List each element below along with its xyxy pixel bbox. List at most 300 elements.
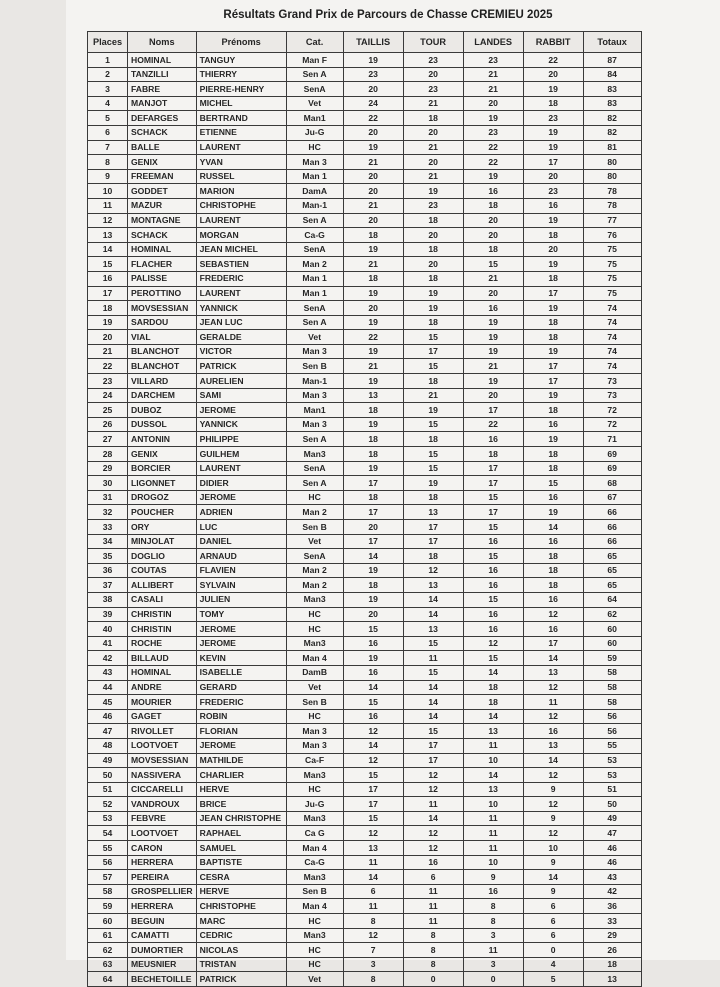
cell-rabbit: 18 — [523, 228, 583, 243]
cell-nom: ALLIBERT — [128, 578, 197, 593]
cell-total: 75 — [583, 257, 641, 272]
cell-place: 46 — [88, 709, 128, 724]
cell-prenom: YANNICK — [196, 417, 286, 432]
cell-cat: Man 3 — [286, 417, 343, 432]
cell-prenom: TRISTAN — [196, 957, 286, 972]
cell-total: 76 — [583, 228, 641, 243]
cell-place: 18 — [88, 301, 128, 316]
cell-rabbit: 18 — [523, 96, 583, 111]
header-rabbit: RABBIT — [523, 32, 583, 53]
cell-rabbit: 19 — [523, 432, 583, 447]
cell-taillis: 18 — [343, 578, 403, 593]
cell-cat: Sen A — [286, 432, 343, 447]
cell-prenom: FLAVIEN — [196, 563, 286, 578]
cell-total: 42 — [583, 884, 641, 899]
cell-nom: RIVOLLET — [128, 724, 197, 739]
table-row — [88, 53, 642, 68]
cell-cat: Vet — [286, 680, 343, 695]
table-row — [88, 344, 642, 359]
cell-taillis: 18 — [343, 490, 403, 505]
header-totaux: Totaux — [583, 32, 641, 53]
cell-place: 59 — [88, 899, 128, 914]
cell-rabbit: 16 — [523, 534, 583, 549]
cell-taillis: 18 — [343, 447, 403, 462]
cell-taillis: 21 — [343, 198, 403, 213]
cell-total: 75 — [583, 242, 641, 257]
cell-landes: 14 — [463, 768, 523, 783]
cell-rabbit: 18 — [523, 549, 583, 564]
header-tour: TOUR — [403, 32, 463, 53]
cell-tour: 17 — [403, 520, 463, 535]
cell-rabbit: 9 — [523, 782, 583, 797]
cell-prenom: CEDRIC — [196, 928, 286, 943]
cell-taillis: 19 — [343, 592, 403, 607]
cell-place: 3 — [88, 82, 128, 97]
cell-landes: 11 — [463, 943, 523, 958]
cell-cat: Sen B — [286, 695, 343, 710]
cell-landes: 10 — [463, 797, 523, 812]
cell-landes: 15 — [463, 520, 523, 535]
cell-landes: 22 — [463, 140, 523, 155]
cell-tour: 11 — [403, 914, 463, 929]
cell-nom: LOOTVOET — [128, 826, 197, 841]
cell-tour: 13 — [403, 578, 463, 593]
cell-cat: Vet — [286, 972, 343, 987]
cell-nom: MANJOT — [128, 96, 197, 111]
cell-landes: 17 — [463, 505, 523, 520]
cell-landes: 11 — [463, 841, 523, 856]
cell-landes: 15 — [463, 257, 523, 272]
cell-taillis: 11 — [343, 899, 403, 914]
cell-cat: Man F — [286, 53, 343, 68]
cell-landes: 18 — [463, 447, 523, 462]
cell-place: 49 — [88, 753, 128, 768]
cell-rabbit: 19 — [523, 257, 583, 272]
cell-prenom: HERVE — [196, 884, 286, 899]
cell-taillis: 20 — [343, 520, 403, 535]
cell-taillis: 20 — [343, 125, 403, 140]
cell-total: 69 — [583, 461, 641, 476]
cell-cat: Man 1 — [286, 271, 343, 286]
cell-tour: 18 — [403, 111, 463, 126]
table-row — [88, 738, 642, 753]
table-row — [88, 242, 642, 257]
cell-prenom: NICOLAS — [196, 943, 286, 958]
cell-rabbit: 16 — [523, 198, 583, 213]
cell-taillis: 20 — [343, 301, 403, 316]
cell-rabbit: 17 — [523, 286, 583, 301]
cell-nom: SARDOU — [128, 315, 197, 330]
cell-tour: 18 — [403, 271, 463, 286]
cell-total: 74 — [583, 315, 641, 330]
cell-prenom: LAURENT — [196, 140, 286, 155]
cell-landes: 0 — [463, 972, 523, 987]
table-row — [88, 884, 642, 899]
cell-tour: 18 — [403, 374, 463, 389]
cell-place: 41 — [88, 636, 128, 651]
cell-landes: 13 — [463, 782, 523, 797]
cell-landes: 14 — [463, 665, 523, 680]
cell-taillis: 20 — [343, 82, 403, 97]
cell-cat: HC — [286, 140, 343, 155]
cell-nom: FREEMAN — [128, 169, 197, 184]
cell-prenom: MORGAN — [196, 228, 286, 243]
cell-taillis: 23 — [343, 67, 403, 82]
cell-cat: HC — [286, 607, 343, 622]
cell-nom: GAGET — [128, 709, 197, 724]
cell-total: 78 — [583, 184, 641, 199]
cell-cat: HC — [286, 490, 343, 505]
cell-total: 71 — [583, 432, 641, 447]
cell-prenom: KEVIN — [196, 651, 286, 666]
cell-place: 39 — [88, 607, 128, 622]
cell-landes: 19 — [463, 344, 523, 359]
cell-total: 65 — [583, 563, 641, 578]
cell-cat: Ca-G — [286, 228, 343, 243]
cell-landes: 18 — [463, 695, 523, 710]
cell-place: 38 — [88, 592, 128, 607]
table-row — [88, 67, 642, 82]
cell-rabbit: 5 — [523, 972, 583, 987]
cell-cat: Man-1 — [286, 374, 343, 389]
cell-cat: SenA — [286, 301, 343, 316]
cell-place: 27 — [88, 432, 128, 447]
cell-nom: BLANCHOT — [128, 359, 197, 374]
cell-taillis: 14 — [343, 549, 403, 564]
cell-rabbit: 18 — [523, 461, 583, 476]
cell-total: 66 — [583, 505, 641, 520]
cell-nom: PEROTTINO — [128, 286, 197, 301]
cell-tour: 15 — [403, 417, 463, 432]
cell-place: 51 — [88, 782, 128, 797]
cell-tour: 14 — [403, 709, 463, 724]
cell-place: 15 — [88, 257, 128, 272]
cell-prenom: CHRISTOPHE — [196, 198, 286, 213]
cell-tour: 14 — [403, 811, 463, 826]
cell-nom: ROCHE — [128, 636, 197, 651]
cell-tour: 16 — [403, 855, 463, 870]
table-row — [88, 724, 642, 739]
cell-landes: 20 — [463, 286, 523, 301]
cell-tour: 17 — [403, 534, 463, 549]
table-row — [88, 622, 642, 637]
cell-place: 29 — [88, 461, 128, 476]
cell-nom: CAMATTI — [128, 928, 197, 943]
cell-taillis: 13 — [343, 841, 403, 856]
cell-place: 28 — [88, 447, 128, 462]
cell-taillis: 15 — [343, 768, 403, 783]
cell-place: 62 — [88, 943, 128, 958]
cell-cat: HC — [286, 622, 343, 637]
cell-nom: MOVSESSIAN — [128, 301, 197, 316]
cell-cat: Man 1 — [286, 169, 343, 184]
cell-total: 58 — [583, 695, 641, 710]
cell-cat: SenA — [286, 461, 343, 476]
cell-place: 30 — [88, 476, 128, 491]
cell-tour: 6 — [403, 870, 463, 885]
cell-tour: 19 — [403, 301, 463, 316]
table-row — [88, 388, 642, 403]
cell-total: 53 — [583, 768, 641, 783]
cell-rabbit: 20 — [523, 242, 583, 257]
cell-taillis: 7 — [343, 943, 403, 958]
cell-rabbit: 16 — [523, 592, 583, 607]
cell-cat: Man 3 — [286, 155, 343, 170]
cell-tour: 23 — [403, 53, 463, 68]
cell-tour: 8 — [403, 943, 463, 958]
cell-total: 73 — [583, 374, 641, 389]
cell-total: 81 — [583, 140, 641, 155]
cell-cat: Man 4 — [286, 899, 343, 914]
cell-landes: 21 — [463, 271, 523, 286]
cell-landes: 17 — [463, 403, 523, 418]
cell-prenom: SAMUEL — [196, 841, 286, 856]
cell-rabbit: 17 — [523, 155, 583, 170]
cell-place: 56 — [88, 855, 128, 870]
cell-taillis: 18 — [343, 228, 403, 243]
cell-tour: 11 — [403, 899, 463, 914]
table-row — [88, 111, 642, 126]
cell-total: 47 — [583, 826, 641, 841]
cell-nom: HOMINAL — [128, 242, 197, 257]
table-row — [88, 943, 642, 958]
cell-place: 43 — [88, 665, 128, 680]
cell-taillis: 11 — [343, 855, 403, 870]
table-row — [88, 782, 642, 797]
cell-landes: 17 — [463, 461, 523, 476]
table-row — [88, 797, 642, 812]
cell-cat: SenA — [286, 82, 343, 97]
cell-taillis: 17 — [343, 534, 403, 549]
cell-landes: 21 — [463, 67, 523, 82]
table-row — [88, 476, 642, 491]
cell-place: 21 — [88, 344, 128, 359]
cell-rabbit: 12 — [523, 680, 583, 695]
cell-tour: 19 — [403, 286, 463, 301]
cell-tour: 15 — [403, 359, 463, 374]
cell-place: 64 — [88, 972, 128, 987]
cell-place: 13 — [88, 228, 128, 243]
cell-prenom: MICHEL — [196, 96, 286, 111]
cell-taillis: 21 — [343, 359, 403, 374]
cell-cat: Man 1 — [286, 286, 343, 301]
cell-total: 73 — [583, 388, 641, 403]
cell-cat: Man-1 — [286, 198, 343, 213]
cell-place: 12 — [88, 213, 128, 228]
cell-place: 63 — [88, 957, 128, 972]
cell-cat: Ju-G — [286, 125, 343, 140]
cell-prenom: DIDIER — [196, 476, 286, 491]
table-row — [88, 374, 642, 389]
cell-prenom: ARNAUD — [196, 549, 286, 564]
cell-rabbit: 6 — [523, 928, 583, 943]
cell-cat: Man3 — [286, 928, 343, 943]
cell-landes: 23 — [463, 53, 523, 68]
cell-total: 55 — [583, 738, 641, 753]
header-row — [88, 32, 642, 53]
cell-prenom: MATHILDE — [196, 753, 286, 768]
table-row — [88, 271, 642, 286]
cell-taillis: 20 — [343, 184, 403, 199]
table-row — [88, 841, 642, 856]
cell-taillis: 14 — [343, 870, 403, 885]
cell-taillis: 16 — [343, 665, 403, 680]
table-row — [88, 695, 642, 710]
cell-total: 53 — [583, 753, 641, 768]
cell-tour: 12 — [403, 768, 463, 783]
cell-place: 60 — [88, 914, 128, 929]
cell-landes: 15 — [463, 592, 523, 607]
cell-rabbit: 17 — [523, 359, 583, 374]
table-row — [88, 96, 642, 111]
table-row — [88, 140, 642, 155]
cell-rabbit: 17 — [523, 374, 583, 389]
cell-cat: Man 4 — [286, 841, 343, 856]
cell-tour: 15 — [403, 636, 463, 651]
cell-total: 56 — [583, 709, 641, 724]
results-body — [88, 53, 642, 987]
cell-tour: 12 — [403, 841, 463, 856]
cell-landes: 18 — [463, 198, 523, 213]
cell-place: 36 — [88, 563, 128, 578]
cell-landes: 13 — [463, 724, 523, 739]
cell-prenom: LAURENT — [196, 286, 286, 301]
cell-tour: 18 — [403, 549, 463, 564]
cell-nom: COUTAS — [128, 563, 197, 578]
cell-place: 50 — [88, 768, 128, 783]
cell-nom: FEBVRE — [128, 811, 197, 826]
cell-taillis: 19 — [343, 242, 403, 257]
cell-total: 74 — [583, 301, 641, 316]
cell-prenom: CESRA — [196, 870, 286, 885]
cell-prenom: GERARD — [196, 680, 286, 695]
cell-taillis: 17 — [343, 476, 403, 491]
cell-landes: 19 — [463, 330, 523, 345]
cell-place: 1 — [88, 53, 128, 68]
cell-place: 48 — [88, 738, 128, 753]
cell-nom: FLACHER — [128, 257, 197, 272]
cell-place: 6 — [88, 125, 128, 140]
cell-nom: DEFARGES — [128, 111, 197, 126]
cell-prenom: YVAN — [196, 155, 286, 170]
cell-landes: 8 — [463, 914, 523, 929]
cell-prenom: CHARLIER — [196, 768, 286, 783]
cell-place: 14 — [88, 242, 128, 257]
cell-taillis: 3 — [343, 957, 403, 972]
cell-tour: 8 — [403, 957, 463, 972]
cell-nom: POUCHER — [128, 505, 197, 520]
cell-nom: GODDET — [128, 184, 197, 199]
cell-landes: 21 — [463, 359, 523, 374]
cell-rabbit: 14 — [523, 753, 583, 768]
cell-landes: 8 — [463, 899, 523, 914]
cell-nom: ORY — [128, 520, 197, 535]
cell-rabbit: 19 — [523, 301, 583, 316]
cell-rabbit: 20 — [523, 169, 583, 184]
cell-cat: Ca G — [286, 826, 343, 841]
cell-total: 87 — [583, 53, 641, 68]
cell-landes: 18 — [463, 680, 523, 695]
cell-rabbit: 20 — [523, 67, 583, 82]
cell-cat: Sen A — [286, 213, 343, 228]
cell-taillis: 15 — [343, 811, 403, 826]
cell-place: 19 — [88, 315, 128, 330]
cell-nom: SCHACK — [128, 228, 197, 243]
cell-taillis: 15 — [343, 695, 403, 710]
cell-cat: HC — [286, 914, 343, 929]
cell-landes: 16 — [463, 578, 523, 593]
cell-nom: BALLE — [128, 140, 197, 155]
cell-total: 43 — [583, 870, 641, 885]
table-row — [88, 125, 642, 140]
cell-tour: 11 — [403, 797, 463, 812]
cell-prenom: PHILIPPE — [196, 432, 286, 447]
cell-total: 74 — [583, 359, 641, 374]
cell-taillis: 18 — [343, 432, 403, 447]
cell-cat: Vet — [286, 330, 343, 345]
cell-rabbit: 18 — [523, 563, 583, 578]
cell-total: 80 — [583, 155, 641, 170]
cell-nom: DUMORTIER — [128, 943, 197, 958]
cell-tour: 21 — [403, 140, 463, 155]
cell-place: 5 — [88, 111, 128, 126]
cell-prenom: BERTRAND — [196, 111, 286, 126]
cell-prenom: JEROME — [196, 490, 286, 505]
cell-taillis: 8 — [343, 972, 403, 987]
cell-place: 58 — [88, 884, 128, 899]
table-row — [88, 169, 642, 184]
cell-landes: 21 — [463, 82, 523, 97]
cell-taillis: 13 — [343, 388, 403, 403]
cell-total: 64 — [583, 592, 641, 607]
cell-place: 31 — [88, 490, 128, 505]
cell-tour: 19 — [403, 184, 463, 199]
cell-tour: 18 — [403, 432, 463, 447]
cell-tour: 20 — [403, 257, 463, 272]
cell-tour: 19 — [403, 476, 463, 491]
cell-cat: Vet — [286, 534, 343, 549]
cell-cat: Man 2 — [286, 257, 343, 272]
cell-tour: 17 — [403, 344, 463, 359]
cell-place: 9 — [88, 169, 128, 184]
cell-nom: PALISSE — [128, 271, 197, 286]
table-row — [88, 403, 642, 418]
cell-nom: DROGOZ — [128, 490, 197, 505]
cell-taillis: 19 — [343, 417, 403, 432]
table-row — [88, 432, 642, 447]
table-row — [88, 680, 642, 695]
cell-taillis: 12 — [343, 928, 403, 943]
cell-rabbit: 14 — [523, 520, 583, 535]
cell-place: 11 — [88, 198, 128, 213]
cell-landes: 19 — [463, 111, 523, 126]
cell-prenom: ROBIN — [196, 709, 286, 724]
cell-total: 84 — [583, 67, 641, 82]
cell-rabbit: 14 — [523, 870, 583, 885]
cell-landes: 16 — [463, 301, 523, 316]
cell-taillis: 12 — [343, 724, 403, 739]
table-row — [88, 534, 642, 549]
cell-tour: 14 — [403, 695, 463, 710]
cell-taillis: 19 — [343, 651, 403, 666]
cell-nom: VILLARD — [128, 374, 197, 389]
cell-rabbit: 18 — [523, 447, 583, 462]
header-places: Places — [88, 32, 128, 53]
cell-landes: 10 — [463, 753, 523, 768]
cell-taillis: 20 — [343, 169, 403, 184]
cell-taillis: 19 — [343, 53, 403, 68]
cell-cat: Sen A — [286, 476, 343, 491]
